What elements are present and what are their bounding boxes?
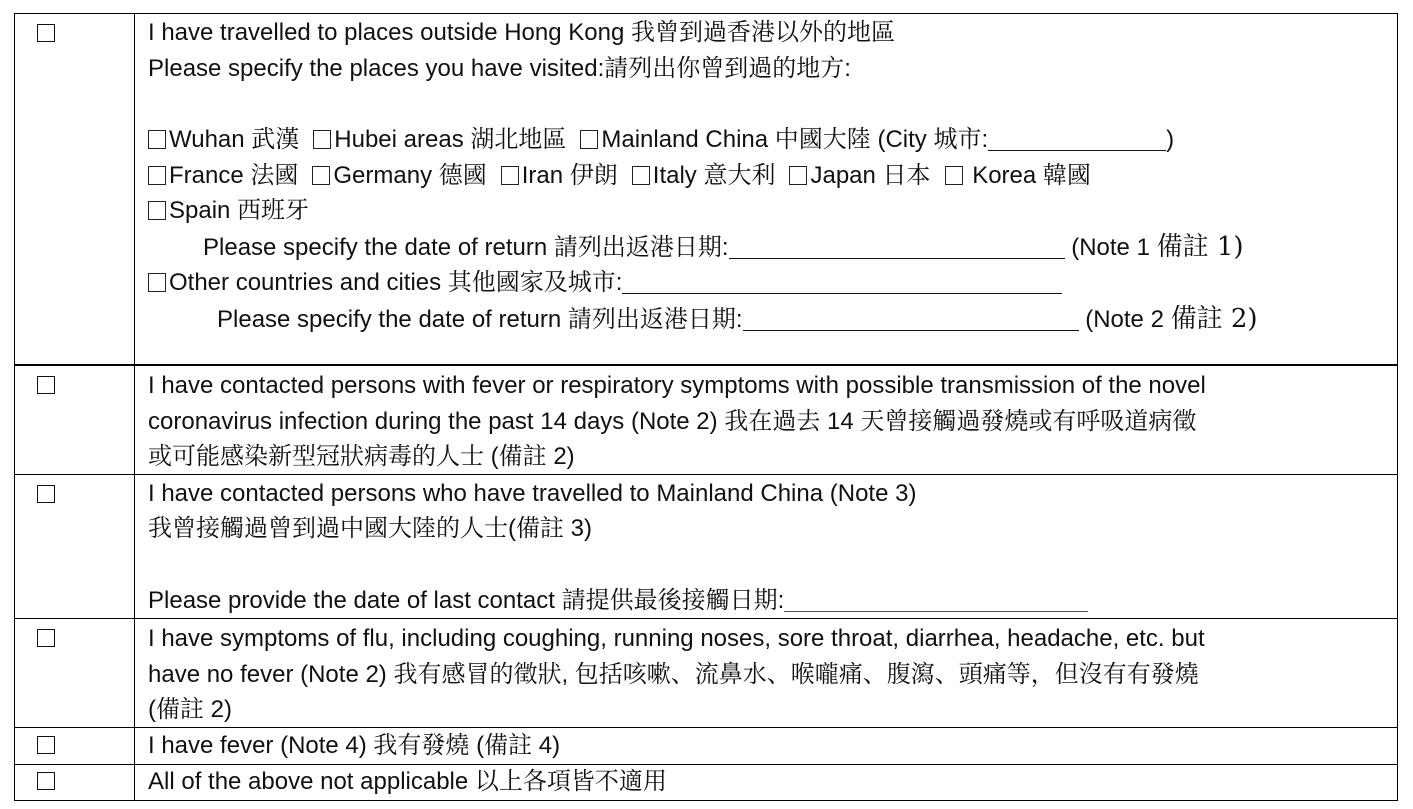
korea-label: Korea 韓國 xyxy=(965,162,1091,189)
contact-fever-line-3: 或可能感染新型冠狀病毒的人士 (備註 2) xyxy=(148,443,575,470)
row-contact-travellers xyxy=(14,475,1398,619)
hubei-checkbox[interactable] xyxy=(313,130,331,149)
contact-fever-content xyxy=(134,366,1397,474)
germany-checkbox[interactable] xyxy=(312,166,330,185)
last-contact-date xyxy=(148,587,1088,615)
not-applicable-line: All of the above not applicable 以上各項皆不適用 xyxy=(148,768,667,795)
not-applicable-content xyxy=(134,765,1397,800)
flu-line-2: have no fever (Note 2) 我有感冒的徵狀, 包括咳嗽、流鼻水、喉嚨痛、腹瀉、頭痛等，但沒有有發燒 xyxy=(148,661,1199,688)
contact-fever-line-2: coronavirus infection during the past 14 days (Note 2) 我在過去 14 天曾接觸過發燒或有呼吸道病徵 xyxy=(148,408,1197,435)
note-2-cn: 備註 2) xyxy=(1170,304,1258,334)
last-contact-label: Please provide the date of last contact 請提供最後接觸日期: xyxy=(148,587,785,614)
mainland-close: ) xyxy=(1166,126,1175,153)
places-prompt: Please specify the places you have visited:請列出你曾到過的地方: xyxy=(148,55,851,82)
checkbox-cell xyxy=(15,728,135,764)
korea-checkbox[interactable] xyxy=(945,166,963,185)
checkbox-cell xyxy=(15,619,135,727)
last-contact-field[interactable] xyxy=(784,589,1088,612)
places-row-1 xyxy=(148,126,1174,154)
places-row-2 xyxy=(148,162,1091,190)
fever-checkbox[interactable] xyxy=(37,736,55,754)
other-field[interactable] xyxy=(622,271,1062,294)
iran-label: Iran 伊朗 xyxy=(521,162,618,189)
return-date-2-field[interactable] xyxy=(743,308,1079,331)
contact-fever-checkbox[interactable] xyxy=(37,376,55,394)
city-field[interactable] xyxy=(988,128,1166,151)
return-date-1-label: Please specify the date of return 請列出返港日期: xyxy=(203,234,729,261)
japan-checkbox[interactable] xyxy=(789,166,807,185)
places-row-3 xyxy=(148,197,309,225)
italy-checkbox[interactable] xyxy=(632,166,650,185)
row-flu-symptoms xyxy=(14,619,1398,728)
france-label: France 法國 xyxy=(169,162,299,189)
travel-content xyxy=(134,14,1397,364)
spain-checkbox[interactable] xyxy=(148,201,166,220)
not-applicable-checkbox[interactable] xyxy=(37,772,55,790)
checkbox-cell xyxy=(15,14,135,364)
wuhan-checkbox[interactable] xyxy=(148,130,166,149)
hubei-label: Hubei areas 湖北地區 xyxy=(334,126,567,153)
row-fever xyxy=(14,728,1398,765)
mainland-label: Mainland China 中國大陸 (City 城市: xyxy=(601,126,989,153)
other-checkbox[interactable] xyxy=(148,273,166,292)
contact-travellers-content xyxy=(134,475,1397,618)
return-date-1-field[interactable] xyxy=(729,236,1065,259)
france-checkbox[interactable] xyxy=(148,166,166,185)
flu-line-3: (備註 2) xyxy=(148,696,232,723)
contact-travellers-line-2: 我曾接觸過曾到過中國大陸的人士(備註 3) xyxy=(148,515,592,542)
contact-travellers-line-1: I have contacted persons who have travelled to Mainland China (Note 3) xyxy=(148,480,917,507)
note-1: (Note 1 xyxy=(1064,234,1150,261)
note-1-cn: 備註 1) xyxy=(1156,232,1244,262)
checkbox-cell xyxy=(15,366,135,474)
checkbox-cell xyxy=(15,765,135,800)
germany-label: Germany 德國 xyxy=(333,162,487,189)
spain-label: Spain 西班牙 xyxy=(169,197,310,224)
row-travel xyxy=(14,13,1398,365)
travel-checkbox[interactable] xyxy=(37,24,55,42)
flu-line-1: I have symptoms of flu, including coughing, running noses, sore throat, diarrhea, headache, etc. but xyxy=(148,625,1205,652)
return-date-2 xyxy=(217,305,1258,334)
fever-line: I have fever (Note 4) 我有發燒 (備註 4) xyxy=(148,732,561,759)
fever-content xyxy=(134,728,1397,764)
wuhan-label: Wuhan 武漢 xyxy=(169,126,300,153)
return-date-1 xyxy=(203,233,1244,262)
checkbox-cell xyxy=(15,475,135,618)
japan-label: Japan 日本 xyxy=(810,162,931,189)
flu-content xyxy=(134,619,1397,727)
return-date-2-label: Please specify the date of return 請列出返港日期: xyxy=(217,306,743,333)
contact-fever-line-1: I have contacted persons with fever or respiratory symptoms with possible transmission of the novel xyxy=(148,372,1206,399)
italy-label: Italy 意大利 xyxy=(652,162,776,189)
other-label: Other countries and cities 其他國家及城市: xyxy=(169,269,623,296)
flu-checkbox[interactable] xyxy=(37,629,55,647)
travel-statement: I have travelled to places outside Hong Kong 我曾到過香港以外的地區 xyxy=(148,19,895,46)
iran-checkbox[interactable] xyxy=(501,166,519,185)
mainland-checkbox[interactable] xyxy=(580,130,598,149)
other-countries xyxy=(148,269,1062,297)
contact-travellers-checkbox[interactable] xyxy=(37,485,55,503)
row-contact-fever xyxy=(14,365,1398,475)
row-not-applicable xyxy=(14,765,1398,801)
note-2: (Note 2 xyxy=(1078,306,1164,333)
